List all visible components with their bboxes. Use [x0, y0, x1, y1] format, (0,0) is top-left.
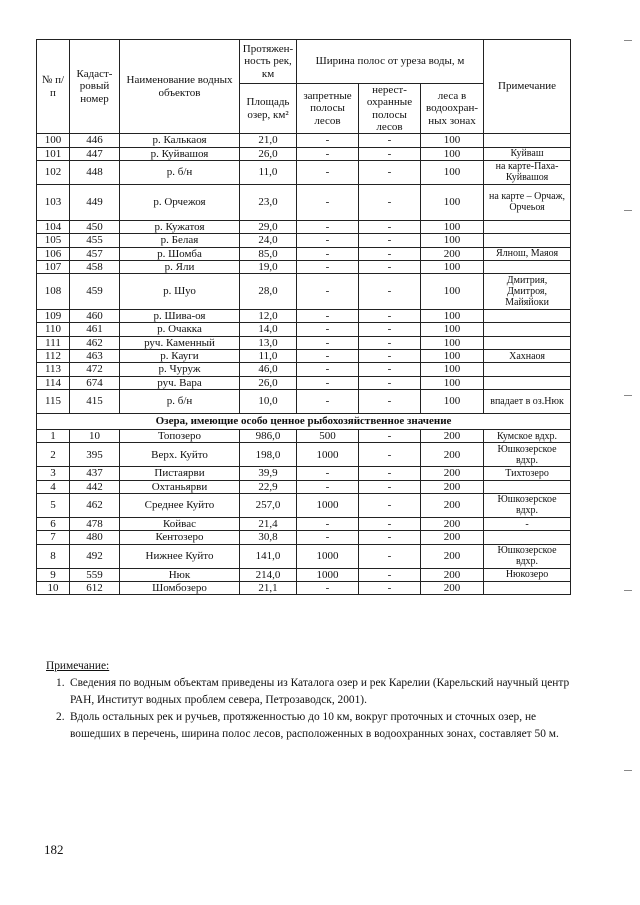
- cell-number: 100: [37, 134, 70, 147]
- cell-number: 113: [37, 363, 70, 376]
- table-row: [37, 363, 571, 376]
- cell-forbidden: 1000: [297, 544, 359, 568]
- table-row: [37, 247, 571, 260]
- table-row: [37, 336, 571, 349]
- cell-note: Дмитрия, Дмитроя, Майяйоки: [484, 274, 571, 310]
- footnotes: [46, 658, 576, 743]
- cell-cadastral: 478: [70, 517, 120, 530]
- cell-spawning: -: [359, 310, 421, 323]
- cell-name: руч. Каменный: [120, 336, 240, 349]
- table-row: [37, 581, 571, 594]
- cell-note: Юшкозерское вдхр.: [484, 493, 571, 517]
- cell-water-zone: 200: [421, 581, 484, 594]
- cell-name: Среднее Куйто: [120, 493, 240, 517]
- cell-forbidden: -: [297, 323, 359, 336]
- table-row: [37, 134, 571, 147]
- cell-length: 257,0: [240, 493, 297, 517]
- cell-note: [484, 323, 571, 336]
- cell-spawning: -: [359, 323, 421, 336]
- cell-spawning: -: [359, 430, 421, 443]
- table-row: [37, 493, 571, 517]
- cell-name: Шомбозеро: [120, 581, 240, 594]
- cell-cadastral: 415: [70, 390, 120, 414]
- cell-water-zone: 200: [421, 247, 484, 260]
- cell-spawning: -: [359, 531, 421, 544]
- cell-note: [484, 336, 571, 349]
- cell-forbidden: -: [297, 517, 359, 530]
- cell-name: Верх. Куйто: [120, 443, 240, 467]
- cell-spawning: -: [359, 184, 421, 220]
- table-row: [37, 467, 571, 480]
- section-title: Озера, имеющие особо ценное рыбохозяйственное значение: [37, 414, 571, 430]
- table-row: [37, 390, 571, 414]
- cell-spawning: -: [359, 493, 421, 517]
- cell-cadastral: 459: [70, 274, 120, 310]
- header-cadastral: Кадаст-ровый номер: [70, 40, 120, 134]
- table-row: [37, 260, 571, 273]
- cell-number: 110: [37, 323, 70, 336]
- cell-number: 106: [37, 247, 70, 260]
- cell-note: Ялнош, Маяоя: [484, 247, 571, 260]
- cell-spawning: -: [359, 443, 421, 467]
- cell-cadastral: 457: [70, 247, 120, 260]
- cell-length: 46,0: [240, 363, 297, 376]
- cell-number: 10: [37, 581, 70, 594]
- cell-number: 109: [37, 310, 70, 323]
- cell-length: 13,0: [240, 336, 297, 349]
- table-row: [37, 323, 571, 336]
- cell-length: 21,4: [240, 517, 297, 530]
- cell-forbidden: -: [297, 480, 359, 493]
- cell-forbidden: 1000: [297, 568, 359, 581]
- table-row: [37, 376, 571, 389]
- cell-name: р. Шуо: [120, 274, 240, 310]
- cell-water-zone: 100: [421, 376, 484, 389]
- cell-name: Нюк: [120, 568, 240, 581]
- cell-note: Хахнаоя: [484, 350, 571, 363]
- header-water-zone: леса в водоохран-ных зонах: [421, 84, 484, 134]
- header-num: № п/п: [37, 40, 70, 134]
- cell-name: р. Белая: [120, 234, 240, 247]
- cell-note: [484, 134, 571, 147]
- cell-number: 3: [37, 467, 70, 480]
- cell-forbidden: -: [297, 220, 359, 233]
- water-objects-table: [36, 39, 571, 595]
- cell-number: 114: [37, 376, 70, 389]
- cell-water-zone: 100: [421, 160, 484, 184]
- cell-cadastral: 462: [70, 336, 120, 349]
- cell-length: 22,9: [240, 480, 297, 493]
- cell-cadastral: 463: [70, 350, 120, 363]
- scan-edge-mark: [624, 590, 632, 591]
- cell-name: Кентозеро: [120, 531, 240, 544]
- cell-spawning: -: [359, 274, 421, 310]
- note-number: 2.: [56, 711, 65, 723]
- cell-spawning: -: [359, 147, 421, 160]
- cell-length: 986,0: [240, 430, 297, 443]
- cell-cadastral: 10: [70, 430, 120, 443]
- cell-cadastral: 559: [70, 568, 120, 581]
- cell-water-zone: 100: [421, 310, 484, 323]
- cell-water-zone: 100: [421, 323, 484, 336]
- cell-name: Охтаньярви: [120, 480, 240, 493]
- cell-note: Тихтозеро: [484, 467, 571, 480]
- cell-water-zone: 200: [421, 517, 484, 530]
- cell-length: 26,0: [240, 147, 297, 160]
- table-row: [37, 517, 571, 530]
- cell-name: р. Кужатоя: [120, 220, 240, 233]
- cell-forbidden: -: [297, 160, 359, 184]
- table-row: [37, 568, 571, 581]
- cell-water-zone: 200: [421, 430, 484, 443]
- cell-number: 103: [37, 184, 70, 220]
- cell-length: 21,0: [240, 134, 297, 147]
- cell-name: руч. Вара: [120, 376, 240, 389]
- header-forbidden: запретные полосы лесов: [297, 84, 359, 134]
- cell-water-zone: 200: [421, 493, 484, 517]
- cell-cadastral: 437: [70, 467, 120, 480]
- page-number: 182: [44, 842, 64, 857]
- cell-name: р. Шомба: [120, 247, 240, 260]
- header-length: Протяжен-ность рек, км: [240, 40, 297, 84]
- cell-forbidden: -: [297, 390, 359, 414]
- cell-forbidden: -: [297, 247, 359, 260]
- table-row: [37, 350, 571, 363]
- cell-number: 4: [37, 480, 70, 493]
- cell-water-zone: 100: [421, 390, 484, 414]
- cell-forbidden: -: [297, 336, 359, 349]
- cell-forbidden: -: [297, 260, 359, 273]
- cell-water-zone: 100: [421, 220, 484, 233]
- cell-note: Юшкозерское вдхр.: [484, 544, 571, 568]
- cell-forbidden: -: [297, 363, 359, 376]
- table-row: [37, 430, 571, 443]
- table-row: [37, 234, 571, 247]
- cell-length: 214,0: [240, 568, 297, 581]
- cell-forbidden: 1000: [297, 443, 359, 467]
- cell-spawning: -: [359, 247, 421, 260]
- cell-water-zone: 200: [421, 443, 484, 467]
- cell-water-zone: 100: [421, 274, 484, 310]
- cell-name: р. б/н: [120, 390, 240, 414]
- header-note: Примечание: [484, 40, 571, 134]
- cell-number: 115: [37, 390, 70, 414]
- cell-cadastral: 447: [70, 147, 120, 160]
- cell-water-zone: 100: [421, 350, 484, 363]
- cell-length: 10,0: [240, 390, 297, 414]
- cell-water-zone: 200: [421, 480, 484, 493]
- cell-cadastral: 480: [70, 531, 120, 544]
- cell-forbidden: -: [297, 581, 359, 594]
- cell-number: 102: [37, 160, 70, 184]
- table-row: [37, 544, 571, 568]
- cell-cadastral: 461: [70, 323, 120, 336]
- cell-water-zone: 100: [421, 260, 484, 273]
- cell-number: 107: [37, 260, 70, 273]
- note-item: [56, 675, 576, 709]
- section-row: [37, 414, 571, 430]
- cell-number: 8: [37, 544, 70, 568]
- cell-water-zone: 100: [421, 234, 484, 247]
- cell-name: р. Шива-оя: [120, 310, 240, 323]
- cell-name: р. Очакка: [120, 323, 240, 336]
- cell-water-zone: 100: [421, 336, 484, 349]
- cell-length: 19,0: [240, 260, 297, 273]
- cell-cadastral: 492: [70, 544, 120, 568]
- cell-length: 26,0: [240, 376, 297, 389]
- cell-note: Куйваш: [484, 147, 571, 160]
- header-area: Площадь озер, км²: [240, 84, 297, 134]
- cell-spawning: -: [359, 363, 421, 376]
- cell-water-zone: 100: [421, 184, 484, 220]
- note-number: 1.: [56, 677, 65, 689]
- cell-length: 23,0: [240, 184, 297, 220]
- cell-spawning: -: [359, 220, 421, 233]
- cell-water-zone: 200: [421, 467, 484, 480]
- cell-cadastral: 450: [70, 220, 120, 233]
- cell-note: Нюкозеро: [484, 568, 571, 581]
- table-row: [37, 147, 571, 160]
- cell-length: 198,0: [240, 443, 297, 467]
- table-row: [37, 480, 571, 493]
- table-row: [37, 443, 571, 467]
- cell-forbidden: -: [297, 184, 359, 220]
- note-text: Сведения по водным объектам приведены из Каталога озер и рек Карелии (Карельский научный центр РАН, Институт водных проблем севера, Петрозаводск, 2001).: [70, 677, 570, 706]
- cell-cadastral: 460: [70, 310, 120, 323]
- cell-length: 11,0: [240, 160, 297, 184]
- cell-note: [484, 310, 571, 323]
- table-row: [37, 160, 571, 184]
- cell-length: 141,0: [240, 544, 297, 568]
- cell-note: впадает в оз.Нюк: [484, 390, 571, 414]
- cell-cadastral: 458: [70, 260, 120, 273]
- cell-note: [484, 531, 571, 544]
- cell-length: 85,0: [240, 247, 297, 260]
- cell-name: р. б/н: [120, 160, 240, 184]
- cell-name: р. Кауги: [120, 350, 240, 363]
- cell-forbidden: -: [297, 376, 359, 389]
- table-row: [37, 310, 571, 323]
- cell-length: 24,0: [240, 234, 297, 247]
- cell-water-zone: 100: [421, 363, 484, 376]
- cell-note: на карте-Паха-Куйвашоя: [484, 160, 571, 184]
- cell-name: Койвас: [120, 517, 240, 530]
- cell-number: 101: [37, 147, 70, 160]
- note-text: Вдоль остальных рек и ручьев, протяженностью до 10 км, вокруг проточных и сточных озер, не вошедших в перечень, ширина полос лесов, расположенных в водоохранных зонах, составляет 50 м.: [70, 711, 559, 740]
- cell-name: Топозеро: [120, 430, 240, 443]
- note-item: [56, 709, 576, 743]
- cell-spawning: -: [359, 568, 421, 581]
- cell-cadastral: 446: [70, 134, 120, 147]
- cell-cadastral: 442: [70, 480, 120, 493]
- cell-spawning: -: [359, 160, 421, 184]
- cell-note: [484, 363, 571, 376]
- cell-length: 11,0: [240, 350, 297, 363]
- cell-length: 12,0: [240, 310, 297, 323]
- cell-forbidden: 500: [297, 430, 359, 443]
- cell-name: р. Яли: [120, 260, 240, 273]
- cell-length: 14,0: [240, 323, 297, 336]
- header-spawning: нерест-охранные полосы лесов: [359, 84, 421, 134]
- cell-forbidden: -: [297, 134, 359, 147]
- cell-number: 1: [37, 430, 70, 443]
- cell-spawning: -: [359, 336, 421, 349]
- cell-forbidden: 1000: [297, 493, 359, 517]
- cell-length: 28,0: [240, 274, 297, 310]
- cell-name: р. Чуруж: [120, 363, 240, 376]
- header-width-group: Ширина полос от уреза воды, м: [297, 40, 484, 84]
- cell-name: р. Орчежоя: [120, 184, 240, 220]
- cell-note: [484, 376, 571, 389]
- cell-number: 108: [37, 274, 70, 310]
- table-row: [37, 220, 571, 233]
- cell-name: Пистаярви: [120, 467, 240, 480]
- cell-spawning: -: [359, 467, 421, 480]
- table-row: [37, 274, 571, 310]
- cell-number: 7: [37, 531, 70, 544]
- cell-number: 5: [37, 493, 70, 517]
- cell-water-zone: 100: [421, 147, 484, 160]
- cell-cadastral: 674: [70, 376, 120, 389]
- cell-name: Нижнее Куйто: [120, 544, 240, 568]
- cell-spawning: -: [359, 517, 421, 530]
- cell-note: на карте – Орчаж, Орчеьоя: [484, 184, 571, 220]
- cell-cadastral: 455: [70, 234, 120, 247]
- cell-cadastral: 472: [70, 363, 120, 376]
- cell-cadastral: 449: [70, 184, 120, 220]
- cell-forbidden: -: [297, 147, 359, 160]
- notes-title: Примечание:: [46, 660, 110, 672]
- cell-number: 9: [37, 568, 70, 581]
- cell-name: р. Калькаоя: [120, 134, 240, 147]
- scan-edge-mark: [624, 395, 632, 396]
- cell-length: 30,8: [240, 531, 297, 544]
- cell-spawning: -: [359, 480, 421, 493]
- cell-spawning: -: [359, 350, 421, 363]
- cell-note: Кумское вдхр.: [484, 430, 571, 443]
- cell-forbidden: -: [297, 531, 359, 544]
- cell-forbidden: -: [297, 310, 359, 323]
- cell-cadastral: 462: [70, 493, 120, 517]
- cell-number: 104: [37, 220, 70, 233]
- cell-spawning: -: [359, 234, 421, 247]
- cell-water-zone: 200: [421, 544, 484, 568]
- cell-number: 105: [37, 234, 70, 247]
- cell-name: р. Куйвашоя: [120, 147, 240, 160]
- cell-spawning: -: [359, 376, 421, 389]
- cell-note: Юшкозерское вдхр.: [484, 443, 571, 467]
- cell-cadastral: 448: [70, 160, 120, 184]
- scan-edge-mark: [624, 770, 632, 771]
- cell-note: [484, 480, 571, 493]
- cell-length: 29,0: [240, 220, 297, 233]
- cell-forbidden: -: [297, 350, 359, 363]
- cell-forbidden: -: [297, 274, 359, 310]
- cell-spawning: -: [359, 581, 421, 594]
- cell-note: [484, 220, 571, 233]
- scan-edge-mark: [624, 210, 632, 211]
- cell-spawning: -: [359, 390, 421, 414]
- cell-note: [484, 581, 571, 594]
- cell-length: 39,9: [240, 467, 297, 480]
- cell-water-zone: 100: [421, 134, 484, 147]
- cell-number: 6: [37, 517, 70, 530]
- cell-forbidden: -: [297, 467, 359, 480]
- cell-note: [484, 234, 571, 247]
- scan-edge-mark: [624, 40, 632, 41]
- cell-number: 111: [37, 336, 70, 349]
- cell-length: 21,1: [240, 581, 297, 594]
- cell-water-zone: 200: [421, 568, 484, 581]
- cell-spawning: -: [359, 544, 421, 568]
- header-name: Наименование водных объектов: [120, 40, 240, 134]
- cell-number: 112: [37, 350, 70, 363]
- cell-spawning: -: [359, 260, 421, 273]
- cell-number: 2: [37, 443, 70, 467]
- cell-cadastral: 395: [70, 443, 120, 467]
- table-row: [37, 531, 571, 544]
- cell-note: [484, 260, 571, 273]
- cell-forbidden: -: [297, 234, 359, 247]
- cell-note: -: [484, 517, 571, 530]
- cell-spawning: -: [359, 134, 421, 147]
- table-row: [37, 184, 571, 220]
- cell-water-zone: 200: [421, 531, 484, 544]
- cell-cadastral: 612: [70, 581, 120, 594]
